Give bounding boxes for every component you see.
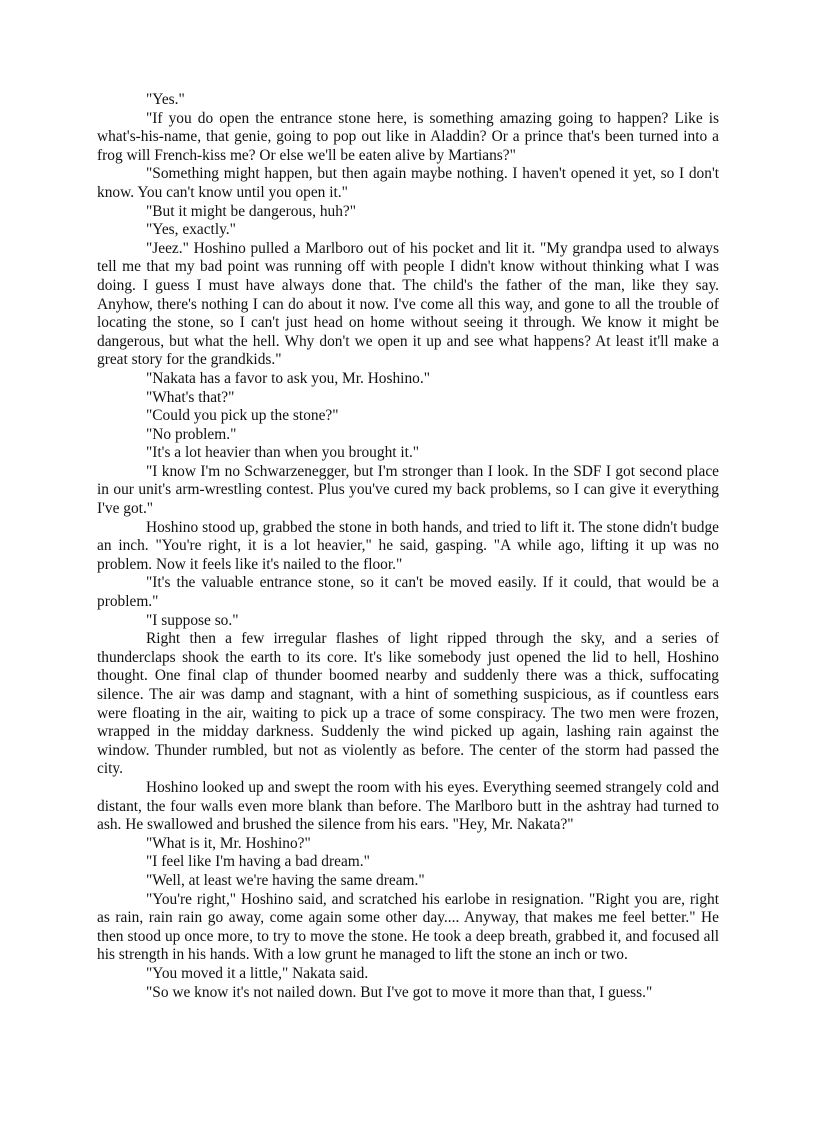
paragraph: Right then a few irregular flashes of light ripped through the sky, and a series of thunderclaps shook the earth to its core. It's like somebody just opened the lid to hell, Hoshino thought. One final clap of thunder boomed nearby and suddenly there was a thick, suffocating silence. The air was damp and stagnant, with a hint of something suspicious, as if countless ears were floating in the air, waiting to pick up a trace of some conspiracy. The two men were frozen, wrapped in the midday darkness. Suddenly the wind picked up again, lashing rain against the window. Thunder rumbled, but not as violently as before. The center of the storm had passed the city. <box>97 630 719 778</box>
paragraph: "What's that?" <box>146 388 235 406</box>
paragraph: "I know I'm no Schwarzenegger, but I'm stronger than I look. In the SDF I got second place in our unit's arm-wrestling contest. Plus you've cured my back problems, so I can give it everything I've got." <box>97 462 719 518</box>
paragraph: "You moved it a little," Nakata said. <box>146 964 369 982</box>
paragraph: "Could you pick up the stone?" <box>146 407 339 425</box>
paragraph: "But it might be dangerous, huh?" <box>146 202 357 220</box>
paragraph: "It's the valuable entrance stone, so it can't be moved easily. If it could, that would be a problem." <box>97 574 719 611</box>
paragraph: "It's a lot heavier than when you brought it." <box>146 444 420 462</box>
paragraph: "If you do open the entrance stone here, is something amazing going to happen? Like is what's-his-name, that genie, going to pop out like in Aladdin? Or a prince that's been turned into a frog will French-kiss me? Or else we'll be eaten alive by Martians?" <box>97 109 719 164</box>
paragraph: "Well, at least we're having the same dream." <box>146 871 425 889</box>
page-body <box>97 91 719 1002</box>
paragraph: "Jeez." Hoshino pulled a Marlboro out of his pocket and lit it. "My grandpa used to always tell me that my bad point was running off with people I didn't know without thinking what I was doing. I guess I must have always done that. The child's the father of the man, like they say. Anyhow, there's nothing I can do about it now. I've come all this way, and gone to all the trouble of locating the stone, so I can't just head on home without seeing it through. We know it might be dangerous, but what the hell. Why don't we open it up and see what happens? At least it'll make a great story for the grandkids." <box>97 239 719 369</box>
paragraph: "So we know it's not nailed down. But I've got to move it more than that, I guess." <box>146 983 653 1001</box>
paragraph: "Nakata has a favor to ask you, Mr. Hoshino." <box>146 369 430 387</box>
paragraph: Hoshino stood up, grabbed the stone in both hands, and tried to lift it. The stone didn't budge an inch. "You're right, it is a lot heavier," he said, gasping. "A while ago, lifting it up was no problem. Now it feels like it's nailed to the floor." <box>97 518 719 573</box>
paragraph: "I feel like I'm having a bad dream." <box>146 853 370 871</box>
paragraph: "I suppose so." <box>146 611 239 629</box>
paragraph: Hoshino looked up and swept the room with his eyes. Everything seemed strangely cold and distant, the four walls even more blank than before. The Marlboro butt in the ashtray had turned to ash. He swallowed and brushed the silence from his ears. "Hey, Mr. Nakata?" <box>97 778 719 834</box>
paragraph: "What is it, Mr. Hoshino?" <box>146 834 311 852</box>
paragraph: "Something might happen, but then again maybe nothing. I haven't opened it yet, so I don't know. You can't know until you open it." <box>97 165 719 201</box>
paragraph: "Yes, exactly." <box>146 221 236 239</box>
paragraph: "No problem." <box>146 425 237 443</box>
paragraph: "You're right," Hoshino said, and scratched his earlobe in resignation. "Right you are, right as rain, rain rain go away, come again some other day.... Anyway, that makes me feel better." He then stood up once more, to try to move the stone. He took a deep breath, grabbed it, and focused all his strength in his hands. With a low grunt he managed to lift the stone an inch or two. <box>97 890 719 964</box>
paragraph: "Yes." <box>146 91 185 108</box>
